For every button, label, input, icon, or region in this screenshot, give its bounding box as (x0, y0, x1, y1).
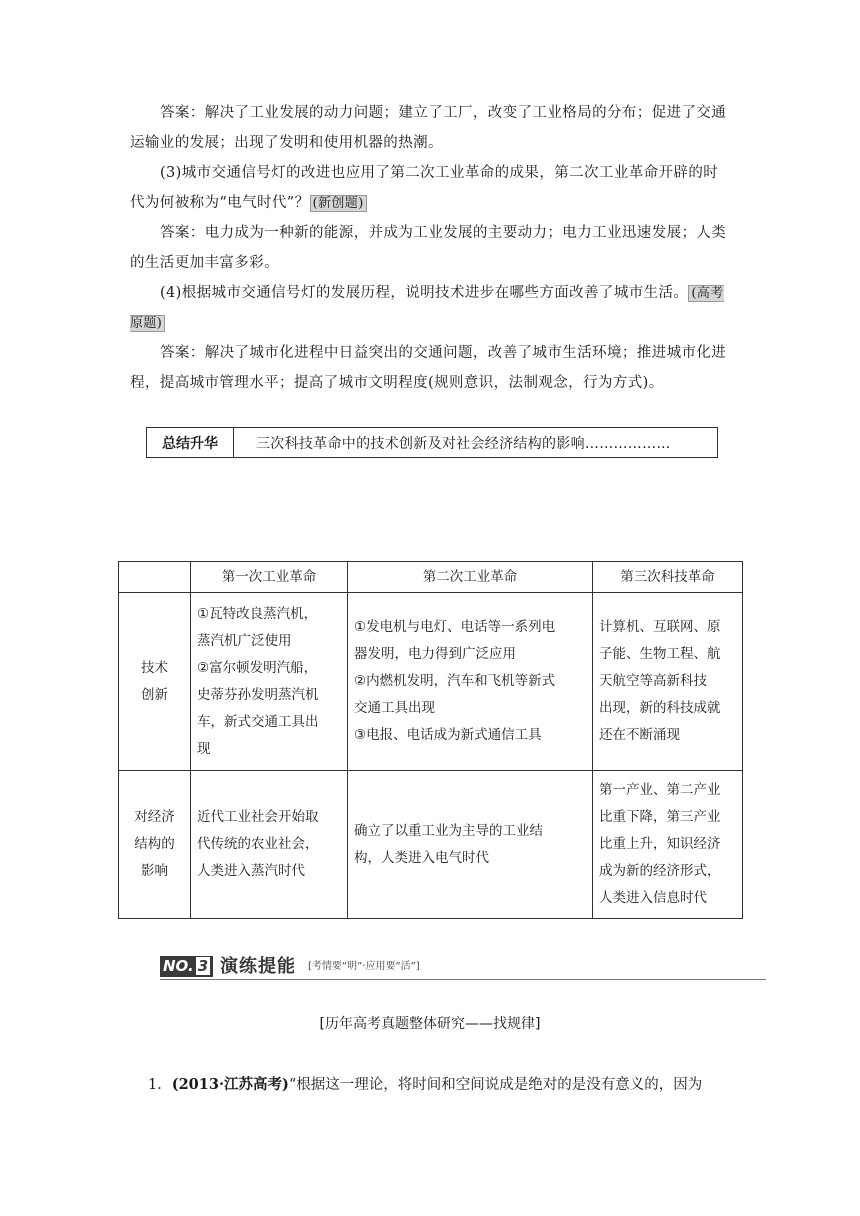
cell-line: 人类进入蒸汽时代 (197, 863, 305, 879)
answer-3 (130, 218, 730, 278)
summary-box (146, 427, 718, 458)
section-number-label: NO. (163, 957, 194, 975)
cell-line: 史蒂芬孙发明蒸汽机 (197, 686, 319, 703)
cell-line: 影响 (141, 863, 168, 879)
table-cell (191, 593, 348, 771)
cell-line: 创新 (141, 686, 168, 703)
cell-line: 计算机、互联网、原 (599, 619, 721, 635)
cell-line: 蒸汽机广泛使用 (197, 632, 292, 649)
question-source-tag: (高考原题) (130, 286, 724, 331)
practice-title: 演练提能 (220, 956, 296, 977)
question-4 (130, 278, 730, 338)
table-header-cell: 第一次工业革命 (191, 562, 348, 593)
summary-label: 总结升华 (147, 428, 234, 457)
answer-text: 解决了城市化进程中日益突出的交通问题，改善了城市生活环境；推进城市化进程，提高城市管理水平；提高了城市文明程度(规则意识，法制观念，行为方式)。 (130, 345, 727, 391)
cell-line: 现 (197, 740, 211, 757)
comparison-table (118, 561, 743, 919)
question-text: (3)城市交通信号灯的改进也应用了第二次工业革命的成果，第二次工业革命开辟的时代为何被称为“电气时代”？ (130, 165, 719, 211)
section-number: 3 (197, 957, 209, 975)
cell-line: 交通工具出现 (354, 700, 435, 716)
cell-line: 第一产业、第二产业 (599, 782, 721, 798)
summary-title: 三次科技革命中的技术创新及对社会经济结构的影响……………… (256, 435, 671, 452)
cell-line: 构，人类进入电气时代 (354, 849, 489, 866)
table-cell (348, 593, 593, 771)
table-header-cell (119, 562, 191, 593)
question-source: (2013·江苏高考) (171, 1076, 289, 1093)
cell-line: 子能、生物工程、航 (599, 646, 721, 662)
table-header-cell: 第三次科技革命 (593, 562, 743, 593)
question-number: 1． (148, 1077, 172, 1093)
cell-line: 结构的 (134, 836, 175, 852)
table-cell (593, 771, 743, 919)
cell-line: ①发电机与电灯、电话等一系列电 (354, 619, 556, 635)
cell-line: ①瓦特改良蒸汽机， (197, 605, 318, 622)
cell-line: 天航空等高新科技 (599, 673, 707, 689)
cell-line: 比重下降，第三产业 (599, 809, 721, 825)
answer-text: 解决了工业发展的动力问题；建立了工厂，改变了工业格局的分布；促进了交通运输业的发展；出现了发明和使用机器的热潮。 (130, 105, 727, 151)
cell-line: 比重上升，知识经济 (599, 836, 721, 852)
table-cell (593, 593, 743, 771)
cell-line: ②富尔顿发明汽船， (197, 659, 318, 676)
table-header-cell: 第二次工业革命 (348, 562, 593, 593)
row-header (119, 593, 191, 771)
cell-line: 对经济 (134, 809, 175, 825)
cell-line: 近代工业社会开始取 (197, 809, 319, 825)
table-cell (348, 771, 593, 919)
cell-line: 技术 (141, 659, 168, 676)
cell-line: ②内燃机发明，汽车和飞机等新式 (354, 673, 556, 689)
question-source-tag: (新创题) (310, 195, 367, 212)
cell-line: 还在不断涌现 (599, 727, 680, 743)
question-1 (148, 1072, 748, 1098)
practice-subtitle: [考情要“明”·应用要“活”] (308, 961, 420, 972)
table-cell (191, 771, 348, 919)
question-text: (4)根据城市交通信号灯的发展历程，说明技术进步在哪些方面改善了城市生活。 (160, 285, 689, 301)
answer-prefix: 答案： (160, 345, 205, 361)
cell-line: 人类进入信息时代 (599, 890, 707, 906)
cell-line: 确立了以重工业为主导的工业结 (354, 822, 543, 839)
section-heading: [历年高考真题整体研究——找规律] (319, 1016, 541, 1032)
cell-line: 器发明，电力得到广泛应用 (354, 646, 516, 662)
cell-line: ③电报、电话成为新式通信工具 (354, 727, 542, 743)
table-row (119, 593, 743, 771)
question-text: “根据这一理论，将时间和空间说成是绝对的是没有意义的，因为 (288, 1077, 703, 1093)
table-row (119, 771, 743, 919)
answer-text: 电力成为一种新的能源，并成为工业发展的主要动力；电力工业迅速发展；人类的生活更加丰富多彩。 (130, 225, 727, 271)
section-number-badge (160, 956, 213, 977)
answer-prefix: 答案： (160, 105, 205, 121)
practice-banner (160, 955, 766, 980)
table-header-row (119, 562, 743, 593)
answer-2 (130, 98, 730, 158)
answer-prefix: 答案： (160, 225, 205, 241)
answer-4 (130, 338, 730, 398)
cell-line: 成为新的经济形式， (599, 863, 721, 879)
cell-line: 车，新式交通工具出 (197, 713, 319, 730)
row-header (119, 771, 191, 919)
cell-line: 出现，新的科技成就 (599, 700, 721, 716)
cell-line: 代传统的农业社会， (197, 836, 319, 852)
question-3 (130, 158, 730, 218)
